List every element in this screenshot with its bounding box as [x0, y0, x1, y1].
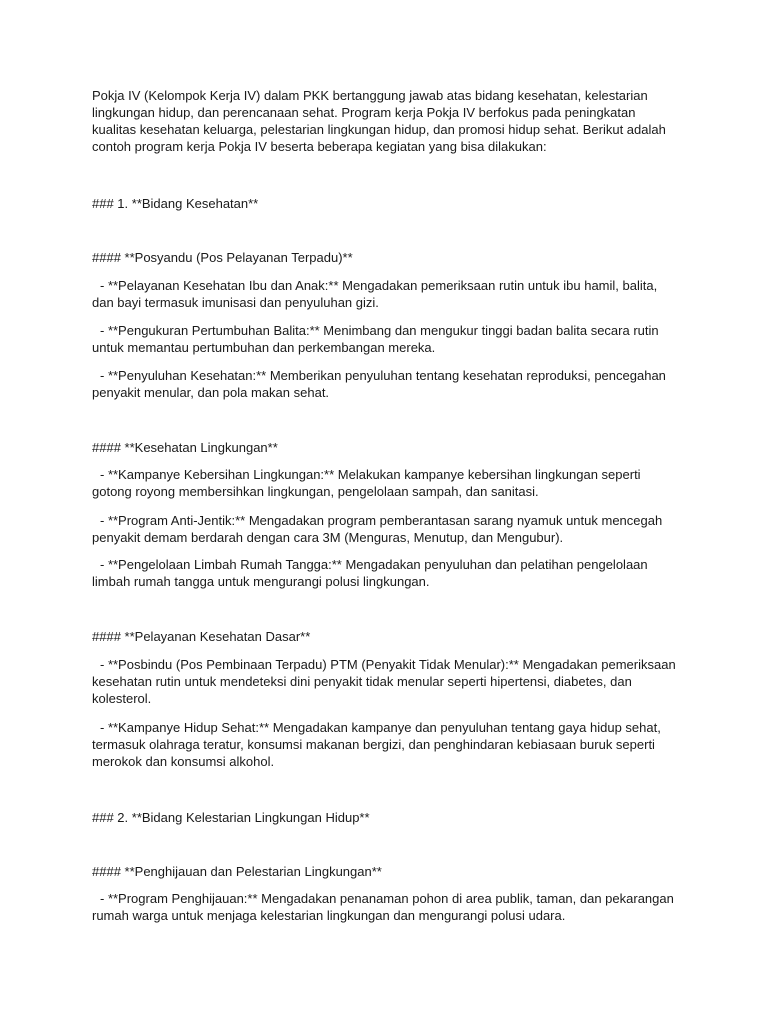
penghijauan-heading: #### **Penghijauan dan Pelestarian Lingkungan** — [92, 864, 382, 879]
intro-paragraph: Pokja IV (Kelompok Kerja IV) dalam PKK bertanggung jawab atas bidang kesehatan, kelestarian lingkungan hidup, dan perencanaan sehat. Program kerja Pokja IV berfokus pada peningkatan kualitas kesehatan keluarga, pelestarian lingkungan hidup, dan promosi hidup sehat. Berikut adalah contoh program kerja Pokja IV beserta beberapa kegiatan yang bisa dilakukan: — [92, 88, 666, 154]
posyandu-item-1: - **Pelayanan Kesehatan Ibu dan Anak:** Mengadakan pemeriksaan rutin untuk ibu hamil, balita, dan bayi termasuk imunisasi dan penyuluhan gizi. — [92, 278, 658, 310]
posyandu-item-3: - **Penyuluhan Kesehatan:** Memberikan penyuluhan tentang kesehatan reproduksi, pencegahan penyakit menular, dan pola makan sehat. — [92, 368, 666, 400]
penghijauan-item-1: - **Program Penghijauan:** Mengadakan penanaman pohon di area publik, taman, dan pekarangan rumah warga untuk menjaga kelestarian lingkungan dan mengurangi polusi udara. — [92, 891, 674, 923]
dasar-item-1: - **Posbindu (Pos Pembinaan Terpadu) PTM (Penyakit Tidak Menular):** Mengadakan pemeriksaan kesehatan rutin untuk mendeteksi dini penyakit tidak menular seperti hipertensi, diabetes, dan kolesterol. — [92, 657, 676, 706]
section-1-heading: ### 1. **Bidang Kesehatan** — [92, 196, 259, 211]
lingkungan-item-2: - **Program Anti-Jentik:** Mengadakan program pemberantasan sarang nyamuk untuk mencegah penyakit demam berdarah dengan cara 3M (Menguras, Menutup, dan Mengubur). — [92, 513, 663, 545]
posyandu-heading: #### **Posyandu (Pos Pelayanan Terpadu)** — [92, 250, 353, 265]
lingkungan-item-1: - **Kampanye Kebersihan Lingkungan:** Melakukan kampanye kebersihan lingkungan seperti gotong royong membersihkan lingkungan, pengelolaan sampah, dan sanitasi. — [92, 467, 641, 499]
lingkungan-item-3: - **Pengelolaan Limbah Rumah Tangga:** Mengadakan penyuluhan dan pelatihan pengelolaan limbah rumah tangga untuk mengurangi polusi lingkungan. — [92, 557, 648, 589]
dasar-item-2: - **Kampanye Hidup Sehat:** Mengadakan kampanye dan penyuluhan tentang gaya hidup sehat, termasuk olahraga teratur, konsumsi makanan bergizi, dan penghindaran kebiasaan buruk seperti merokok dan konsumsi alkohol. — [92, 720, 661, 769]
kesehatan-lingkungan-heading: #### **Kesehatan Lingkungan** — [92, 440, 278, 455]
pelayanan-dasar-heading: #### **Pelayanan Kesehatan Dasar** — [92, 629, 311, 644]
posyandu-item-2: - **Pengukuran Pertumbuhan Balita:** Menimbang dan mengukur tinggi badan balita secara rutin untuk memantau pertumbuhan dan perkembangan mereka. — [92, 323, 659, 355]
section-2-heading: ### 2. **Bidang Kelestarian Lingkungan Hidup** — [92, 810, 370, 825]
